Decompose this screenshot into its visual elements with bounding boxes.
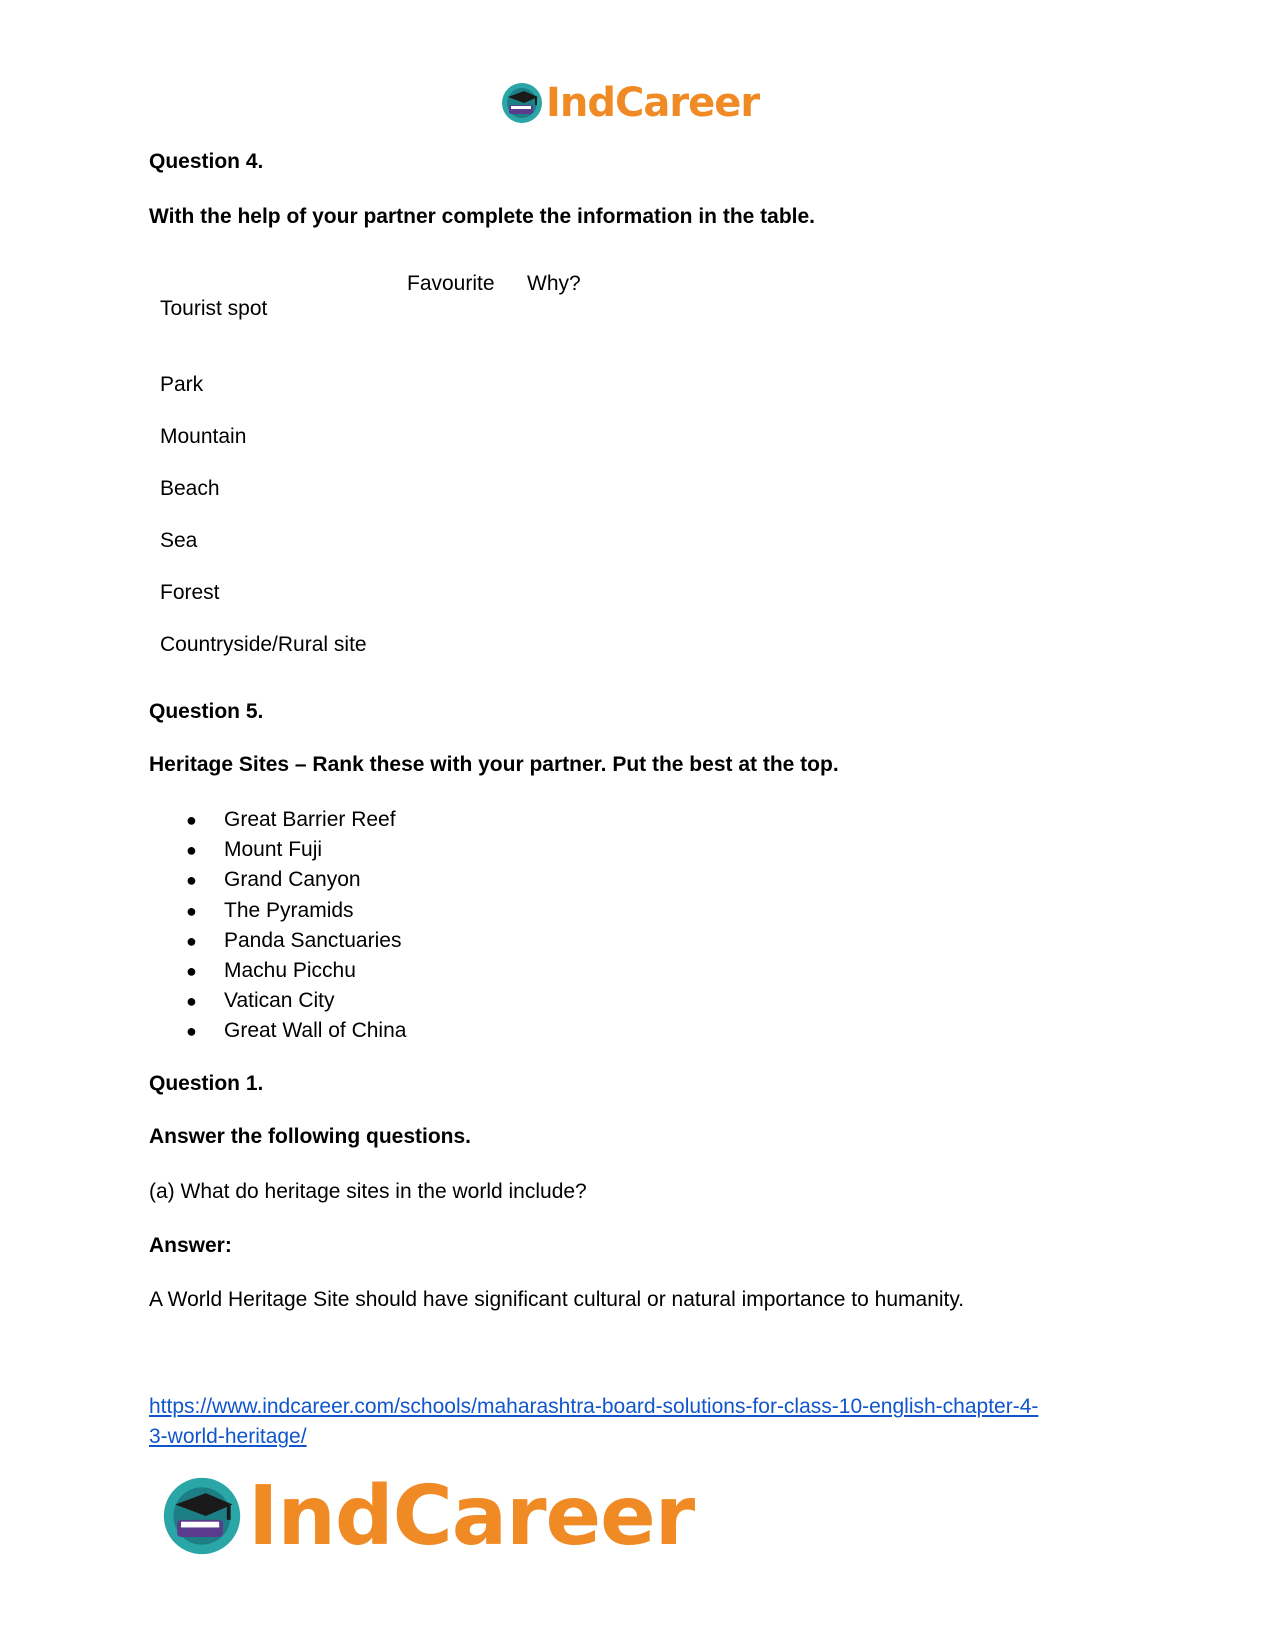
- heritage-sites-list: [186, 805, 406, 1047]
- question-5-heading: Question 5.: [149, 700, 264, 723]
- indcareer-logo-bottom: [160, 1468, 694, 1564]
- table-row-mountain: Mountain: [160, 425, 247, 448]
- source-link[interactable]: [149, 1392, 1129, 1452]
- list-item-label: Grand Canyon: [224, 868, 361, 892]
- logo-wordmark: IndCareer: [546, 80, 760, 126]
- table-row-countryside: Countryside/Rural site: [160, 633, 367, 656]
- bullet-icon: ●: [186, 991, 197, 1012]
- question-1-heading: Question 1.: [149, 1072, 264, 1095]
- list-item: [186, 835, 406, 865]
- bullet-icon: ●: [186, 900, 197, 921]
- list-item: [186, 986, 406, 1016]
- list-item: [186, 1016, 406, 1046]
- bullet-icon: ●: [186, 810, 197, 831]
- answer-text: A World Heritage Site should have significant cultural or natural importance to humanity.: [149, 1288, 965, 1311]
- indcareer-logo-top: [500, 78, 759, 128]
- list-item-label: Vatican City: [224, 989, 335, 1013]
- question-4-heading: Question 4.: [149, 150, 264, 173]
- bullet-icon: ●: [186, 870, 197, 891]
- table-row-beach: Beach: [160, 477, 220, 500]
- graduation-cap-book-icon: [500, 81, 544, 125]
- graduation-cap-book-icon: [160, 1474, 244, 1558]
- list-item-label: Great Wall of China: [224, 1019, 407, 1043]
- answer-label: Answer:: [149, 1234, 232, 1257]
- question-5-instruction: Heritage Sites – Rank these with your partner. Put the best at the top.: [149, 753, 839, 776]
- table-row-sea: Sea: [160, 529, 198, 552]
- question-4-instruction: With the help of your partner complete the information in the table.: [149, 205, 816, 228]
- question-1a-text: (a) What do heritage sites in the world include?: [149, 1180, 587, 1203]
- source-link-line-1: https://www.indcareer.com/schools/maharashtra-board-solutions-for-class-10-english-chapter-4-: [149, 1395, 1039, 1418]
- bullet-icon: ●: [186, 961, 197, 982]
- bullet-icon: ●: [186, 840, 197, 861]
- list-item: [186, 865, 406, 895]
- table-header-why: Why?: [527, 272, 581, 295]
- source-link-line-2: 3-world-heritage/: [149, 1425, 307, 1448]
- list-item-label: Mount Fuji: [224, 838, 323, 862]
- table-row-forest: Forest: [160, 581, 220, 604]
- logo-wordmark: IndCareer: [248, 1468, 695, 1564]
- list-item: [186, 896, 406, 926]
- list-item: [186, 926, 406, 956]
- question-1-instruction: Answer the following questions.: [149, 1125, 472, 1148]
- table-header-favourite: Favourite: [407, 272, 495, 295]
- table-header-tourist-spot: Tourist spot: [160, 297, 268, 320]
- list-item-label: Machu Picchu: [224, 959, 356, 983]
- list-item: [186, 805, 406, 835]
- bullet-icon: ●: [186, 1021, 197, 1042]
- table-row-park: Park: [160, 373, 204, 396]
- list-item-label: Panda Sanctuaries: [224, 928, 402, 952]
- bullet-icon: ●: [186, 930, 197, 951]
- list-item-label: The Pyramids: [224, 898, 354, 922]
- list-item-label: Great Barrier Reef: [224, 808, 396, 832]
- list-item: [186, 956, 406, 986]
